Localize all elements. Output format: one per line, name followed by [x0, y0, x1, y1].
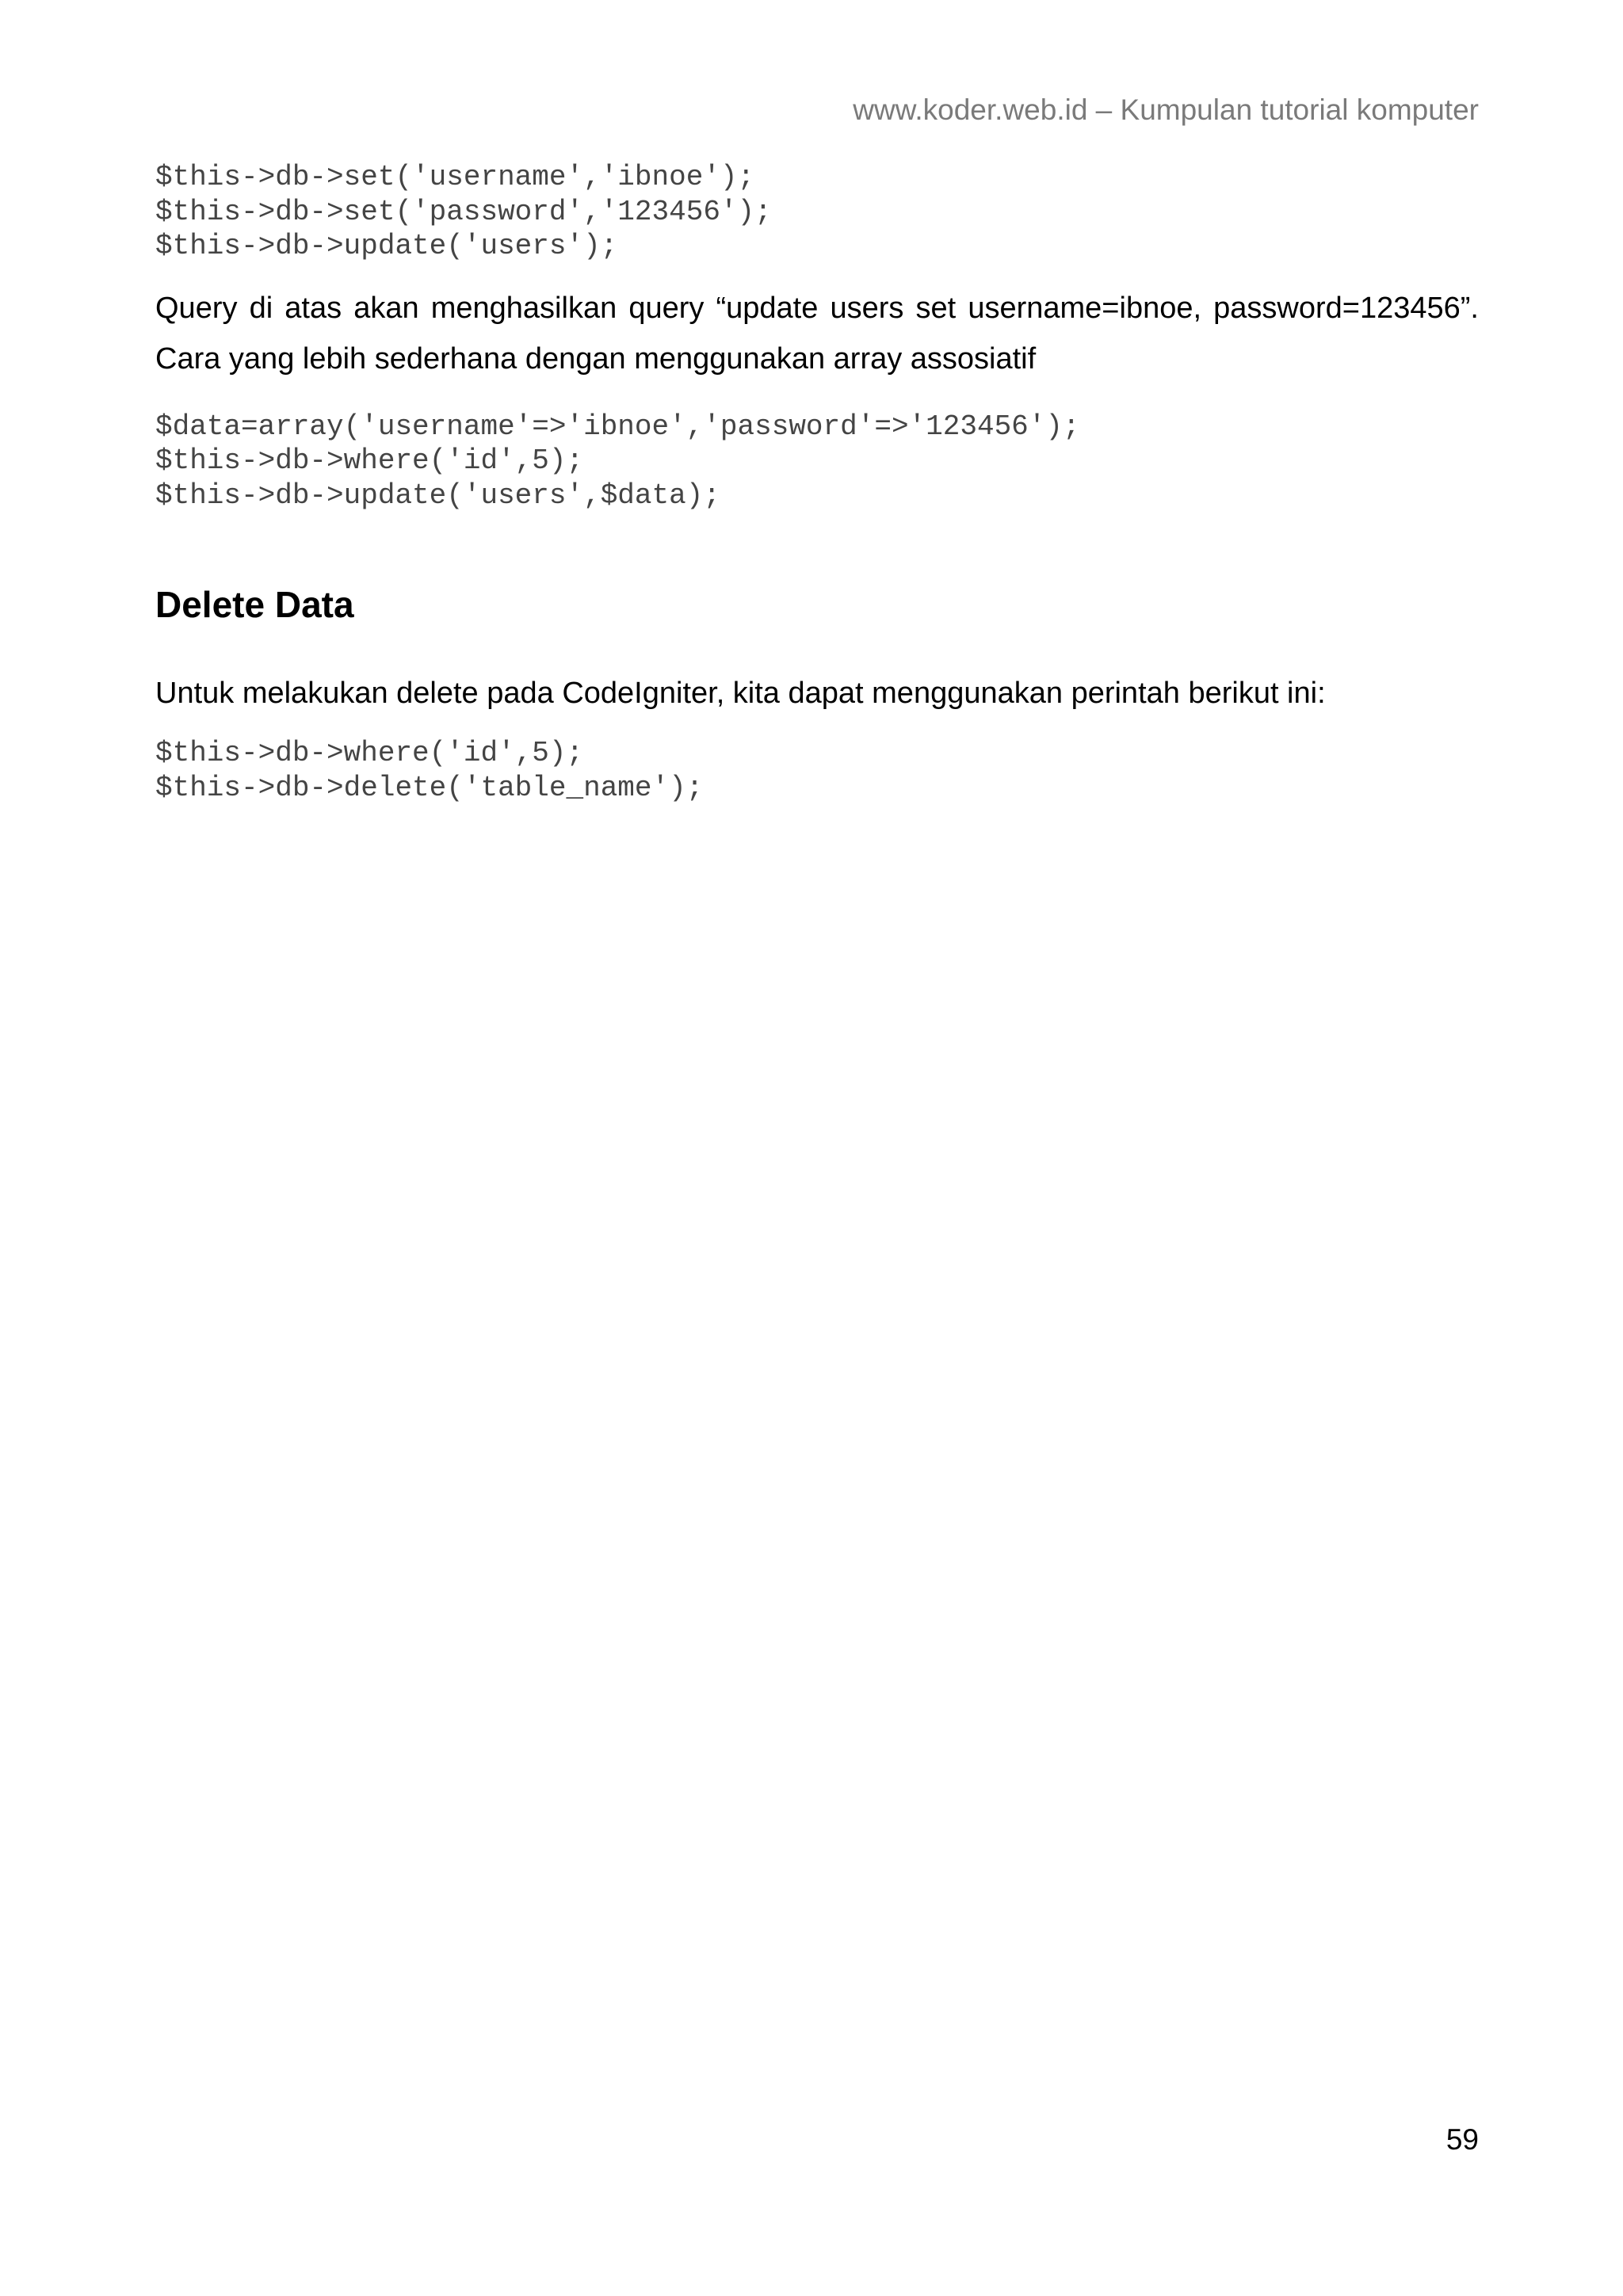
code-line: $data=array('username'=>'ibnoe','password'=>'123456');: [155, 410, 1080, 443]
code-line: $this->db->update('users',$data);: [155, 479, 720, 512]
code-line: $this->db->set('username','ibnoe');: [155, 161, 755, 193]
code-block-array-update: [155, 410, 1479, 513]
paragraph-array-intro: Cara yang lebih sederhana dengan menggunakan array assosiatif: [155, 341, 1037, 376]
page-number: 59: [1445, 2123, 1479, 2156]
code-line: $this->db->where('id',5);: [155, 444, 584, 477]
section-heading-delete-data: Delete Data: [155, 584, 354, 625]
page-content: [155, 160, 1479, 805]
code-block-set-update: [155, 160, 1479, 264]
page-header-site: www.koder.web.id – Kumpulan tutorial komputer: [853, 93, 1479, 126]
paragraph-query-result: Query di atas akan menghasilkan query “update users set username=ibnoe, password=123456”.: [155, 291, 1479, 325]
code-line: $this->db->where('id',5);: [155, 737, 584, 769]
paragraph-delete-intro: Untuk melakukan delete pada CodeIgniter, kita dapat menggunakan perintah berikut ini:: [155, 677, 1326, 710]
code-block-delete: [155, 736, 1479, 805]
code-line: $this->db->delete('table_name');: [155, 771, 704, 804]
code-line: $this->db->set('password','123456');: [155, 195, 772, 228]
code-line: $this->db->update('users');: [155, 230, 618, 262]
